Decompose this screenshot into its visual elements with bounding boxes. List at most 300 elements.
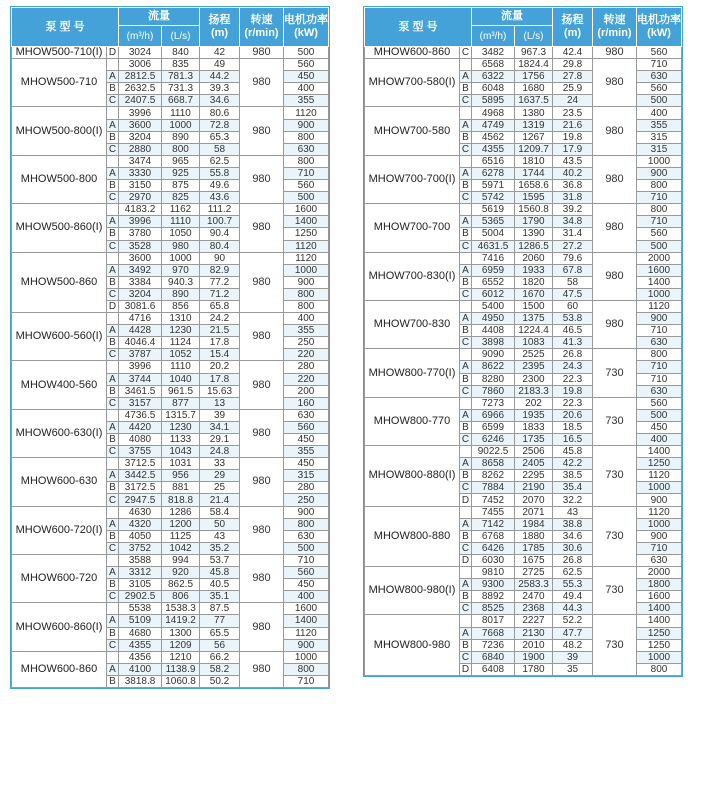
variant-cell: A [107, 663, 119, 675]
power-cell: 315 [637, 143, 682, 155]
head-cell: 50.2 [200, 675, 240, 687]
power-cell: 1400 [637, 446, 682, 458]
variant-cell: A [107, 518, 119, 530]
variant-cell [107, 59, 119, 71]
model-name: MHOW800-980(I) [365, 567, 460, 615]
power-cell: 1600 [284, 204, 329, 216]
flow-ls-cell: 1595 [515, 192, 553, 204]
flow-m3h-cell: 8280 [472, 373, 515, 385]
head-cell: 79.6 [553, 252, 593, 264]
variant-cell: B [107, 228, 119, 240]
flow-m3h-cell: 6246 [472, 434, 515, 446]
variant-cell: C [107, 288, 119, 300]
flow-ls-cell: 2525 [515, 349, 553, 361]
table-row [12, 506, 329, 518]
flow-ls-cell: 1043 [162, 446, 200, 458]
flow-m3h-cell: 3755 [119, 446, 162, 458]
header-speed: 转速 (r/min) [593, 8, 637, 47]
header-power: 电机功率 (kW) [637, 8, 682, 47]
flow-ls-cell: 1785 [515, 542, 553, 554]
head-cell: 65.3 [200, 131, 240, 143]
flow-ls-cell: 2725 [515, 567, 553, 579]
table-row [365, 446, 682, 458]
power-cell: 220 [284, 373, 329, 385]
flow-m3h-cell: 3752 [119, 542, 162, 554]
head-cell: 33 [200, 458, 240, 470]
table-row [365, 615, 682, 627]
head-cell: 53.7 [200, 554, 240, 566]
head-cell: 26.8 [553, 349, 593, 361]
power-cell: 1120 [284, 252, 329, 264]
variant-cell: A [460, 458, 472, 470]
flow-ls-cell: 881 [162, 482, 200, 494]
variant-cell: A [107, 421, 119, 433]
flow-m3h-cell: 3996 [119, 361, 162, 373]
speed-cell: 730 [593, 349, 637, 397]
model-name: MHOW800-880(I) [365, 446, 460, 506]
head-cell: 56 [200, 639, 240, 651]
variant-cell: A [460, 518, 472, 530]
head-cell: 38.5 [553, 470, 593, 482]
variant-cell: B [107, 482, 119, 494]
model-name: MHOW500-800 [12, 155, 107, 203]
speed-cell: 980 [240, 47, 284, 59]
power-cell: 710 [637, 325, 682, 337]
model-name: MHOW700-700 [365, 204, 460, 252]
variant-cell: A [460, 216, 472, 228]
power-cell: 1120 [284, 627, 329, 639]
speed-cell: 980 [593, 204, 637, 252]
variant-cell: B [107, 131, 119, 143]
model-name: MHOW500-800(I) [12, 107, 107, 155]
flow-m3h-cell: 7452 [472, 494, 515, 506]
flow-ls-cell: 965 [162, 155, 200, 167]
flow-m3h-cell: 4950 [472, 313, 515, 325]
head-cell: 21.4 [200, 494, 240, 506]
speed-cell: 980 [240, 59, 284, 107]
table-row [365, 300, 682, 312]
flow-m3h-cell: 6552 [472, 276, 515, 288]
variant-cell: A [107, 373, 119, 385]
flow-m3h-cell: 4408 [472, 325, 515, 337]
power-cell: 1120 [637, 300, 682, 312]
flow-ls-cell: 1675 [515, 554, 553, 566]
power-cell: 450 [637, 421, 682, 433]
power-cell: 1400 [284, 216, 329, 228]
head-cell: 35.1 [200, 591, 240, 603]
power-cell: 1400 [637, 615, 682, 627]
head-cell: 30.6 [553, 542, 593, 554]
speed-cell: 980 [240, 458, 284, 506]
variant-cell: A [460, 167, 472, 179]
flow-m3h-cell: 8622 [472, 361, 515, 373]
power-cell: 2000 [637, 252, 682, 264]
table-row [12, 313, 329, 325]
model-name: MHOW700-830 [365, 300, 460, 348]
variant-cell: A [107, 216, 119, 228]
head-cell: 55.8 [200, 167, 240, 179]
flow-m3h-cell: 8525 [472, 603, 515, 615]
flow-m3h-cell: 3157 [119, 397, 162, 409]
head-cell: 21.5 [200, 325, 240, 337]
model-name: MHOW600-630 [12, 458, 107, 506]
head-cell: 31.8 [553, 192, 593, 204]
head-cell: 62.5 [553, 567, 593, 579]
flow-ls-cell: 2506 [515, 446, 553, 458]
power-cell: 1400 [284, 615, 329, 627]
header-head: 扬程 (m) [553, 8, 593, 47]
variant-cell: A [107, 119, 119, 131]
head-cell: 43 [553, 506, 593, 518]
speed-cell: 980 [240, 554, 284, 602]
head-cell: 82.9 [200, 264, 240, 276]
flow-ls-cell: 1735 [515, 434, 553, 446]
power-cell: 630 [637, 554, 682, 566]
flow-m3h-cell: 4736.5 [119, 409, 162, 421]
flow-ls-cell: 1083 [515, 337, 553, 349]
flow-m3h-cell: 3996 [119, 107, 162, 119]
power-cell: 800 [284, 300, 329, 312]
head-cell: 24.2 [200, 313, 240, 325]
power-cell: 900 [637, 494, 682, 506]
power-cell: 400 [284, 591, 329, 603]
head-cell: 80.6 [200, 107, 240, 119]
flow-ls-cell: 890 [162, 131, 200, 143]
table-row [365, 252, 682, 264]
flow-m3h-cell: 6322 [472, 71, 515, 83]
flow-ls-cell: 1756 [515, 71, 553, 83]
head-cell: 46.5 [553, 325, 593, 337]
variant-cell: A [107, 470, 119, 482]
variant-cell: A [107, 567, 119, 579]
head-cell: 26.8 [553, 554, 593, 566]
power-cell: 450 [284, 71, 329, 83]
head-cell: 48.2 [553, 639, 593, 651]
head-cell: 87.5 [200, 603, 240, 615]
flow-ls-cell: 1224.4 [515, 325, 553, 337]
flow-ls-cell: 856 [162, 300, 200, 312]
flow-m3h-cell: 4968 [472, 107, 515, 119]
table-row [365, 349, 682, 361]
flow-ls-cell: 2405 [515, 458, 553, 470]
flow-ls-cell: 1419.2 [162, 615, 200, 627]
flow-m3h-cell: 5109 [119, 615, 162, 627]
head-cell: 23.5 [553, 107, 593, 119]
variant-cell: A [460, 264, 472, 276]
flow-m3h-cell: 4428 [119, 325, 162, 337]
flow-ls-cell: 1658.6 [515, 180, 553, 192]
flow-ls-cell: 1042 [162, 542, 200, 554]
head-cell: 39.2 [553, 204, 593, 216]
flow-m3h-cell: 3482 [472, 47, 515, 59]
head-cell: 47.5 [553, 288, 593, 300]
model-name: MHOW800-770 [365, 397, 460, 445]
header-flow: 流量 [472, 8, 553, 26]
table-row [365, 155, 682, 167]
variant-cell: A [107, 264, 119, 276]
power-cell: 800 [284, 155, 329, 167]
power-cell: 630 [284, 143, 329, 155]
model-name: MHOW600-560(I) [12, 313, 107, 361]
flow-m3h-cell: 5619 [472, 204, 515, 216]
head-cell: 13 [200, 397, 240, 409]
power-cell: 400 [284, 313, 329, 325]
flow-m3h-cell: 3384 [119, 276, 162, 288]
header-model: 泵 型 号 [12, 8, 119, 47]
power-cell: 560 [284, 567, 329, 579]
flow-ls-cell: 1267 [515, 131, 553, 143]
flow-m3h-cell: 7416 [472, 252, 515, 264]
head-cell: 35.4 [553, 482, 593, 494]
power-cell: 200 [284, 385, 329, 397]
flow-ls-cell: 1031 [162, 458, 200, 470]
table-row [365, 506, 682, 518]
power-cell: 560 [284, 421, 329, 433]
flow-m3h-cell: 7142 [472, 518, 515, 530]
flow-m3h-cell: 4631.5 [472, 240, 515, 252]
variant-cell: A [460, 71, 472, 83]
header-flow-ls: (L/s) [515, 26, 553, 47]
speed-cell: 980 [593, 107, 637, 155]
head-cell: 20.6 [553, 409, 593, 421]
variant-cell [107, 204, 119, 216]
flow-ls-cell: 781.3 [162, 71, 200, 83]
head-cell: 21.6 [553, 119, 593, 131]
variant-cell: A [460, 313, 472, 325]
power-cell: 355 [284, 446, 329, 458]
flow-m3h-cell: 3105 [119, 579, 162, 591]
flow-ls-cell: 970 [162, 264, 200, 276]
variant-cell: C [107, 542, 119, 554]
variant-cell: B [460, 83, 472, 95]
variant-cell: B [107, 627, 119, 639]
variant-cell: B [460, 180, 472, 192]
head-cell: 42.2 [553, 458, 593, 470]
head-cell: 45.8 [553, 446, 593, 458]
flow-m3h-cell: 5971 [472, 180, 515, 192]
power-cell: 1000 [637, 651, 682, 663]
flow-ls-cell: 1833 [515, 421, 553, 433]
flow-m3h-cell: 3172.5 [119, 482, 162, 494]
flow-m3h-cell: 3588 [119, 554, 162, 566]
power-cell: 500 [284, 542, 329, 554]
flow-m3h-cell: 7455 [472, 506, 515, 518]
flow-ls-cell: 980 [162, 240, 200, 252]
flow-m3h-cell: 6048 [472, 83, 515, 95]
flow-m3h-cell: 7884 [472, 482, 515, 494]
variant-cell [460, 107, 472, 119]
variant-cell [460, 155, 472, 167]
head-cell: 42.4 [553, 47, 593, 59]
head-cell: 31.4 [553, 228, 593, 240]
power-cell: 710 [637, 59, 682, 71]
variant-cell: C [107, 349, 119, 361]
table-row [12, 204, 329, 216]
variant-cell [107, 651, 119, 663]
head-cell: 42 [200, 47, 240, 59]
speed-cell: 730 [593, 446, 637, 506]
variant-cell: B [107, 180, 119, 192]
head-cell: 77.2 [200, 276, 240, 288]
variant-cell: C [460, 240, 472, 252]
variant-cell: C [107, 494, 119, 506]
model-name: MHOW600-860 [365, 47, 460, 59]
flow-m3h-cell: 5365 [472, 216, 515, 228]
power-cell: 1250 [637, 458, 682, 470]
variant-cell: A [460, 119, 472, 131]
power-cell: 1250 [637, 627, 682, 639]
power-cell: 710 [284, 167, 329, 179]
head-cell: 24 [553, 95, 593, 107]
head-cell: 41.3 [553, 337, 593, 349]
power-cell: 1000 [637, 155, 682, 167]
head-cell: 47.7 [553, 627, 593, 639]
flow-ls-cell: 1810 [515, 155, 553, 167]
variant-cell: A [460, 627, 472, 639]
flow-ls-cell: 961.5 [162, 385, 200, 397]
flow-m3h-cell: 6966 [472, 409, 515, 421]
power-cell: 560 [637, 397, 682, 409]
flow-m3h-cell: 3492 [119, 264, 162, 276]
flow-ls-cell: 1935 [515, 409, 553, 421]
power-cell: 630 [284, 409, 329, 421]
flow-m3h-cell: 4562 [472, 131, 515, 143]
variant-cell: B [460, 276, 472, 288]
pump-spec-table [11, 7, 329, 688]
head-cell: 24.8 [200, 446, 240, 458]
head-cell: 35.2 [200, 542, 240, 554]
speed-cell: 730 [593, 615, 637, 675]
flow-ls-cell: 1133 [162, 434, 200, 446]
flow-m3h-cell: 4630 [119, 506, 162, 518]
variant-cell: C [107, 446, 119, 458]
flow-m3h-cell: 8892 [472, 591, 515, 603]
variant-cell: C [107, 591, 119, 603]
table-row [12, 554, 329, 566]
flow-ls-cell: 1560.8 [515, 204, 553, 216]
head-cell: 15.63 [200, 385, 240, 397]
variant-cell: A [107, 167, 119, 179]
variant-cell: C [460, 434, 472, 446]
flow-ls-cell: 1209.7 [515, 143, 553, 155]
variant-cell: C [107, 95, 119, 107]
flow-ls-cell: 1390 [515, 228, 553, 240]
power-cell: 280 [284, 361, 329, 373]
flow-ls-cell: 2470 [515, 591, 553, 603]
power-cell: 1120 [284, 107, 329, 119]
flow-ls-cell: 2368 [515, 603, 553, 615]
flow-ls-cell: 202 [515, 397, 553, 409]
head-cell: 39.3 [200, 83, 240, 95]
head-cell: 17.8 [200, 337, 240, 349]
head-cell: 19.8 [553, 385, 593, 397]
flow-ls-cell: 1138.9 [162, 663, 200, 675]
flow-m3h-cell: 6959 [472, 264, 515, 276]
power-cell: 800 [284, 131, 329, 143]
flow-m3h-cell: 7668 [472, 627, 515, 639]
flow-m3h-cell: 5538 [119, 603, 162, 615]
flow-ls-cell: 1230 [162, 421, 200, 433]
head-cell: 29.8 [553, 59, 593, 71]
variant-cell: C [460, 482, 472, 494]
power-cell: 1600 [637, 591, 682, 603]
flow-m3h-cell: 3204 [119, 288, 162, 300]
power-cell: 710 [637, 542, 682, 554]
head-cell: 80.4 [200, 240, 240, 252]
flow-m3h-cell: 3081.6 [119, 300, 162, 312]
power-cell: 500 [637, 95, 682, 107]
variant-cell [460, 349, 472, 361]
head-cell: 43.6 [200, 192, 240, 204]
head-cell: 29 [200, 470, 240, 482]
flow-m3h-cell: 4320 [119, 518, 162, 530]
flow-ls-cell: 2070 [515, 494, 553, 506]
power-cell: 500 [637, 240, 682, 252]
variant-cell: C [460, 143, 472, 155]
flow-ls-cell: 1900 [515, 651, 553, 663]
head-cell: 22.3 [553, 397, 593, 409]
flow-ls-cell: 967.3 [515, 47, 553, 59]
power-cell: 1600 [284, 603, 329, 615]
flow-m3h-cell: 3204 [119, 131, 162, 143]
head-cell: 66.2 [200, 651, 240, 663]
flow-m3h-cell: 2407.5 [119, 95, 162, 107]
power-cell: 355 [284, 95, 329, 107]
flow-ls-cell: 1050 [162, 228, 200, 240]
table-row [12, 252, 329, 264]
speed-cell: 980 [240, 651, 284, 687]
head-cell: 58 [200, 143, 240, 155]
speed-cell: 980 [593, 300, 637, 348]
head-cell: 55.3 [553, 579, 593, 591]
variant-cell: C [460, 95, 472, 107]
flow-m3h-cell: 2970 [119, 192, 162, 204]
head-cell: 62.5 [200, 155, 240, 167]
flow-m3h-cell: 3744 [119, 373, 162, 385]
flow-m3h-cell: 4080 [119, 434, 162, 446]
power-cell: 710 [284, 675, 329, 687]
variant-cell [460, 300, 472, 312]
power-cell: 900 [284, 506, 329, 518]
power-cell: 315 [284, 470, 329, 482]
power-cell: 900 [637, 167, 682, 179]
power-cell: 1000 [637, 518, 682, 530]
power-cell: 800 [284, 663, 329, 675]
flow-m3h-cell: 2880 [119, 143, 162, 155]
flow-ls-cell: 1060.8 [162, 675, 200, 687]
head-cell: 34.6 [200, 95, 240, 107]
model-name: MHOW600-630(I) [12, 409, 107, 457]
variant-cell: A [107, 71, 119, 83]
flow-ls-cell: 1319 [515, 119, 553, 131]
flow-ls-cell: 875 [162, 180, 200, 192]
model-name: MHOW500-710 [12, 59, 107, 107]
power-cell: 400 [637, 107, 682, 119]
flow-m3h-cell: 3600 [119, 252, 162, 264]
flow-m3h-cell: 2632.5 [119, 83, 162, 95]
speed-cell: 980 [240, 204, 284, 252]
flow-ls-cell: 2395 [515, 361, 553, 373]
table-row [365, 204, 682, 216]
head-cell: 45.8 [200, 567, 240, 579]
head-cell: 27.8 [553, 71, 593, 83]
variant-cell: D [107, 300, 119, 312]
head-cell: 32.2 [553, 494, 593, 506]
flow-m3h-cell: 6516 [472, 155, 515, 167]
table-row [365, 397, 682, 409]
variant-cell: D [460, 494, 472, 506]
flow-m3h-cell: 4050 [119, 530, 162, 542]
